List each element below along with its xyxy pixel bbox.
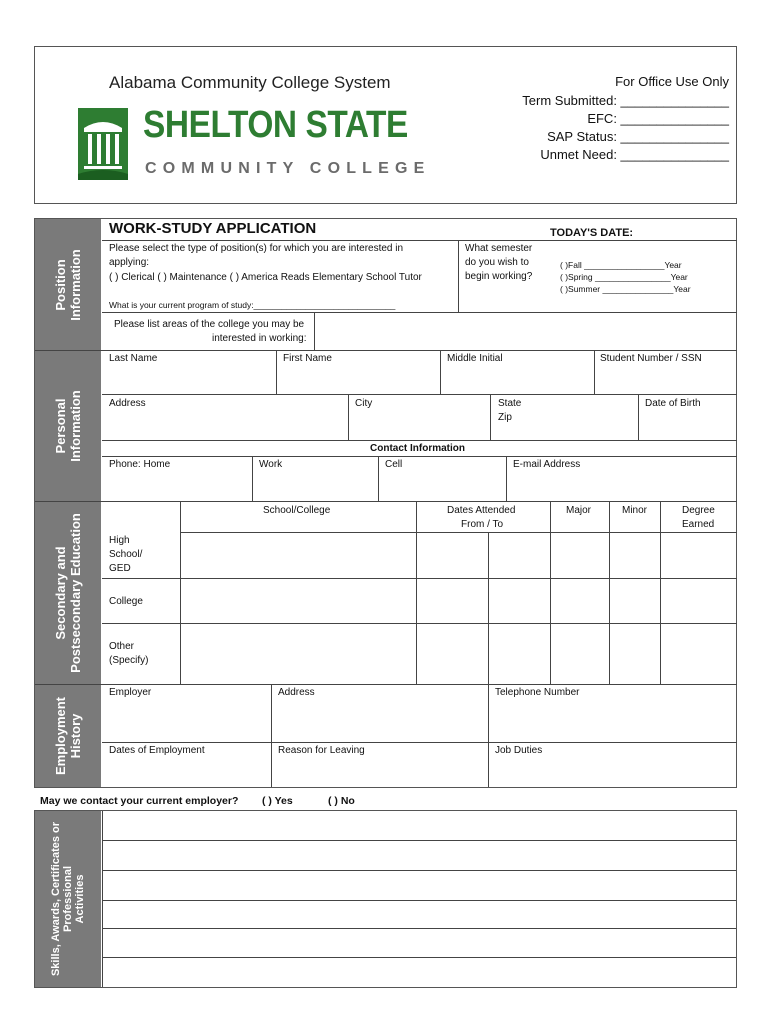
contact-employer-question: May we contact your current employer? [40,795,239,807]
address-field[interactable]: Address [109,398,146,409]
shelton-state-logo-icon [78,108,128,180]
dob-field[interactable]: Date of Birth [645,398,701,409]
section-position: Position Information [35,219,101,350]
contact-no-option[interactable]: ( ) No [328,795,355,807]
office-fields [522,92,729,164]
edu-school-header: School/College [263,505,331,516]
skills-line-4[interactable] [103,901,736,929]
system-name: Alabama Community College System [109,73,391,92]
section-employment: Employment History [35,685,101,787]
edu-dates-header-2: From / To [461,519,504,530]
edu-row-college: College [109,596,143,607]
logo-title: SHELTON STATE [143,104,408,146]
employer-field[interactable]: Employer [109,687,152,698]
logo-subtitle: COMMUNITY COLLEGE [145,160,431,177]
last-name-field[interactable]: Last Name [109,353,158,364]
city-field[interactable]: City [355,398,373,409]
skills-line-1[interactable] [103,811,736,841]
office-use-title: For Office Use Only [615,74,729,89]
job-duties-field[interactable]: Job Duties [495,745,543,756]
edu-row-high-school: High School/ GED [109,535,143,574]
phone-work-field[interactable]: Work [259,459,283,470]
edu-degree-header: Degree [682,505,715,516]
student-number-field[interactable]: Student Number / SSN [600,353,702,364]
section-personal: Personal Information [35,351,101,501]
contact-yes-option[interactable]: ( ) Yes [262,795,293,807]
position-prompt: Please select the type of position(s) for which you are interested in [109,243,404,254]
employer-address-field[interactable]: Address [278,687,315,698]
semester-fall[interactable]: ( )Fall _________________Year [560,260,682,270]
office-field-sap[interactable]: SAP Status: _______________ [547,129,729,144]
semester-spring[interactable]: ( )Spring ________________Year [560,272,688,282]
edu-major-header: Major [566,505,592,516]
office-field-term[interactable]: Term Submitted: _______________ [522,93,729,108]
form-title: WORK-STUDY APPLICATION [109,220,317,237]
areas-input[interactable] [315,313,736,350]
semester-question-3: begin working? [465,271,533,282]
state-field[interactable]: State [498,398,522,409]
section-skills: Skills, Awards, Certificates or Professional Activities [35,811,101,987]
semester-summer[interactable]: ( )Summer _______________Year [560,284,691,294]
phone-cell-field[interactable]: Cell [385,459,403,470]
todays-date-label[interactable]: TODAY'S DATE: [550,227,634,239]
program-of-study[interactable]: What is your current program of study:______________________________ [109,300,396,310]
skills-line-3[interactable] [103,871,736,901]
areas-prompt-2: interested in working: [212,333,307,344]
edu-degree-header-2: Earned [682,519,715,530]
employment-dates-field[interactable]: Dates of Employment [109,745,205,756]
semester-question-2: do you wish to [465,257,529,268]
office-field-unmet[interactable]: Unmet Need: _______________ [540,147,729,162]
areas-prompt: Please list areas of the college you may be [114,319,305,330]
position-options[interactable]: ( ) Clerical ( ) Maintenance ( ) America Reads Elementary School Tutor [109,272,422,283]
skills-line-2[interactable] [103,841,736,871]
contact-header: Contact Information [370,443,465,454]
edu-minor-header: Minor [622,505,648,516]
email-field[interactable]: E-mail Address [513,459,581,470]
skills-line-6[interactable] [103,958,736,987]
phone-home-field[interactable]: Phone: Home [109,459,171,470]
telephone-field[interactable]: Telephone Number [495,687,580,698]
edu-row-other: Other (Specify) [109,641,149,666]
edu-dates-header: Dates Attended [447,505,516,516]
skills-line-5[interactable] [103,929,736,958]
middle-initial-field[interactable]: Middle Initial [447,353,503,364]
position-prompt-2: applying: [109,257,150,268]
office-field-efc[interactable]: EFC: _______________ [587,111,729,126]
zip-field[interactable]: Zip [498,412,512,423]
section-education: Secondary and Postsecondary Education [35,502,101,684]
semester-question: What semester [465,243,533,254]
reason-leaving-field[interactable]: Reason for Leaving [278,745,365,756]
first-name-field[interactable]: First Name [283,353,332,364]
